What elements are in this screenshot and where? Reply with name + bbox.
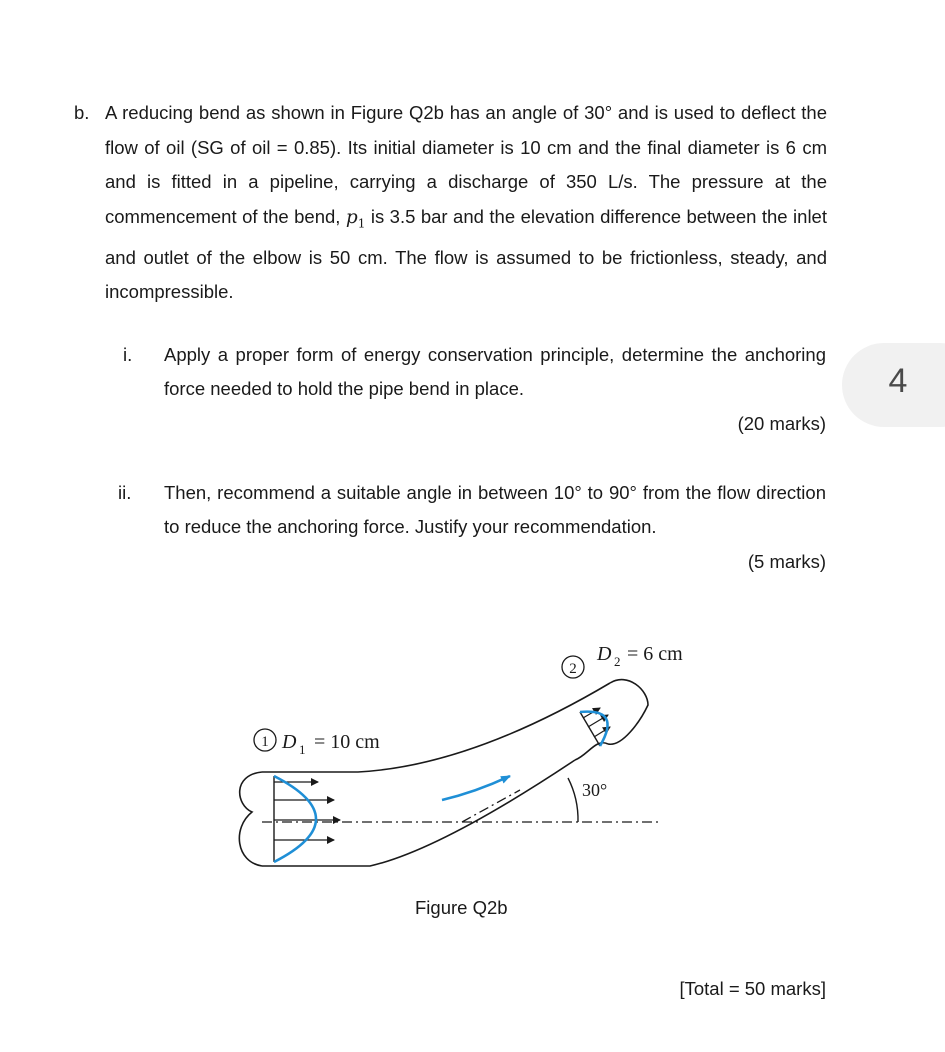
angle-label: 30° xyxy=(582,780,608,800)
part-ii-marks: (5 marks) xyxy=(747,551,826,572)
page-number: 4 xyxy=(888,362,908,400)
part-ii-label: ii. xyxy=(118,482,132,503)
total-marks: [Total = 50 marks] xyxy=(679,978,826,999)
d1-value: = 10 cm xyxy=(314,731,380,753)
section-2-label xyxy=(562,643,683,678)
section-1-number: 1 xyxy=(261,734,269,750)
d1-symbol: D xyxy=(282,731,297,753)
pipe-outline xyxy=(239,680,648,866)
d2-symbol: D xyxy=(597,643,612,665)
pressure-variable: $p_1$ xyxy=(345,206,366,231)
section-1-label xyxy=(254,729,380,757)
d1-subscript: 1 xyxy=(299,742,306,757)
part-i-label: i. xyxy=(123,344,133,365)
part-i-marks: (20 marks) xyxy=(737,413,826,434)
flow-direction-arrow xyxy=(442,776,510,800)
question-text-part-2: is 3.5 bar and the elevation difference between the inlet and outlet of the elbow is 50 cm. The flow is assumed to be frictionless, steady, and incompressible. xyxy=(105,205,827,303)
part-ii-text: Then, recommend a suitable angle in between 10° to 90° from the flow direction to reduce the anchoring force. Justify your recommendation. xyxy=(164,482,826,537)
reducing-bend-figure xyxy=(220,625,710,895)
section-2-number: 2 xyxy=(569,661,577,677)
outlet-velocity-profile xyxy=(580,708,610,746)
inlet-velocity-profile xyxy=(274,776,340,862)
question-label: b. xyxy=(74,102,90,123)
angle-arc xyxy=(568,778,578,822)
question-text xyxy=(105,96,827,310)
part-i-text: Apply a proper form of energy conservation principle, determine the anchoring force needed to hold the pipe bend in place. xyxy=(164,344,826,399)
d2-subscript: 2 xyxy=(614,654,621,669)
d2-value: = 6 cm xyxy=(627,643,683,665)
question-text-part-1: A reducing bend as shown in Figure Q2b has an angle of 30° and is used to deflect the flow of oil (SG of oil = 0.85). Its initial diameter is 10 cm and the final diameter is 6 cm and is fitted in a pipeline, carrying a discharge of 350 L/s. The pressure at the commencement of the bend, xyxy=(105,102,827,227)
figure-caption: Figure Q2b xyxy=(415,897,508,918)
